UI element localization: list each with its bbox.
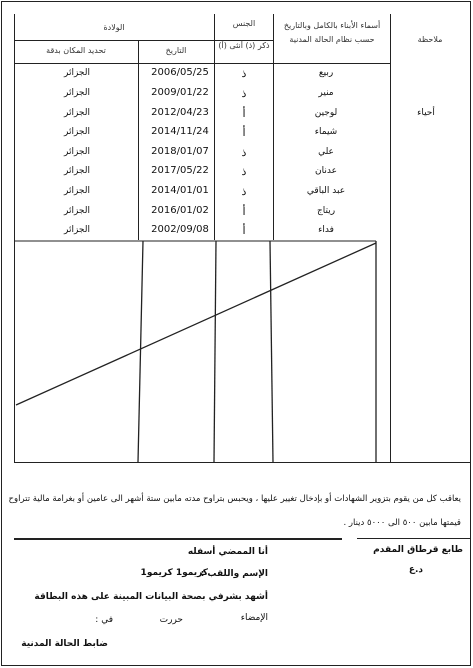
child-gender: ذ bbox=[241, 165, 247, 178]
child-birth-place: الجزائر bbox=[64, 127, 90, 137]
child-gender: أ bbox=[242, 126, 246, 139]
fullname-value: كريمو1 كريمو1 bbox=[140, 568, 208, 578]
child-birth-place: الجزائر bbox=[64, 166, 90, 176]
child-birth-date: 2017/05/22 bbox=[151, 165, 209, 176]
birth-header: الولادة bbox=[103, 23, 125, 32]
strike-vertical-2 bbox=[214, 241, 216, 462]
child-name: لوجين bbox=[314, 108, 338, 118]
child-birth-place: الجزائر bbox=[64, 225, 90, 235]
names-header-line2: حسب نظام الحالة المدنية bbox=[289, 35, 375, 44]
status-label: أحياء bbox=[417, 108, 435, 118]
child-name: ريتاج bbox=[316, 206, 336, 216]
child-name: عبد الباقي bbox=[306, 186, 346, 196]
child-birth-date: 2006/05/25 bbox=[151, 67, 209, 78]
place-header: تحديد المكان بدقة bbox=[46, 46, 106, 55]
child-birth-date: 2016/01/02 bbox=[151, 205, 209, 216]
child-birth-date: 2018/01/07 bbox=[151, 146, 209, 157]
strike-diagonal bbox=[16, 243, 376, 405]
footer-divider-right bbox=[357, 538, 470, 539]
child-gender: أ bbox=[242, 107, 246, 120]
child-gender: ذ bbox=[241, 185, 247, 198]
certify-statement: أشهد بشرفي بصحة البيانات المبينة على هذه البطاقة bbox=[34, 592, 268, 602]
child-birth-place: الجزائر bbox=[64, 108, 90, 118]
undersigned-label: أنا الممضي أسفله bbox=[187, 547, 268, 557]
child-name: عدنان bbox=[315, 166, 337, 176]
child-gender: ذ bbox=[241, 67, 247, 80]
child-name: شيماء bbox=[314, 127, 338, 137]
child-birth-place: الجزائر bbox=[64, 147, 90, 157]
civil-officer-label: ضابط الحالة المدنية bbox=[21, 639, 108, 649]
table-bottom-line bbox=[14, 462, 471, 463]
fullname-label: الإسم واللقب : bbox=[200, 569, 268, 579]
child-birth-place: الجزائر bbox=[64, 68, 90, 78]
stamp-label: طابع قرطاق المقدم bbox=[373, 545, 463, 555]
signature-label: الإمضاء bbox=[240, 613, 268, 623]
child-birth-date: 2014/01/01 bbox=[151, 185, 209, 196]
names-header-line1: أسماء الأبناء بالكامل وبالتاريخ bbox=[283, 21, 381, 30]
child-name: ربيع bbox=[318, 68, 334, 78]
child-gender: ذ bbox=[241, 146, 247, 159]
child-name: فداء bbox=[318, 225, 334, 235]
child-birth-place: الجزائر bbox=[64, 88, 90, 98]
strike-vertical-1 bbox=[138, 241, 143, 462]
child-gender: أ bbox=[242, 205, 246, 218]
gender-subheader: ذكر (ذ) أنثى (أ) bbox=[218, 41, 270, 50]
child-gender: أ bbox=[242, 224, 246, 237]
made-at-label: حررت bbox=[159, 615, 183, 625]
child-birth-place: الجزائر bbox=[64, 206, 90, 216]
footer-divider bbox=[14, 538, 342, 540]
gender-header: الجنس bbox=[232, 19, 256, 28]
child-birth-date: 2014/11/24 bbox=[151, 126, 209, 137]
child-name: منير bbox=[318, 88, 334, 98]
child-name: علي bbox=[318, 147, 334, 157]
remarks-header: ملاحظة bbox=[417, 35, 443, 44]
child-birth-date: 2009/01/22 bbox=[151, 87, 209, 98]
date-on-label: في : bbox=[95, 615, 113, 625]
child-gender: ذ bbox=[241, 87, 247, 100]
date-header: التاريخ bbox=[165, 46, 187, 55]
child-birth-date: 2002/09/08 bbox=[151, 224, 209, 235]
strike-vertical-3 bbox=[270, 241, 273, 462]
legal-notice-line2: قيمتها مابين ٥٠٠ الى ٥٠٠٠ دينار . bbox=[343, 518, 461, 528]
stamp-value: د.ع bbox=[408, 565, 423, 575]
child-birth-date: 2012/04/23 bbox=[151, 107, 209, 118]
legal-notice-line1: يعاقب كل من يقوم بتزوير الشهادات أو بإدخال تغيير عليها ، ويحبس بتراوح مدته مابين ستة أشهر الى عامين أو بغرامة مالية تتراوح bbox=[8, 494, 461, 504]
child-birth-place: الجزائر bbox=[64, 186, 90, 196]
